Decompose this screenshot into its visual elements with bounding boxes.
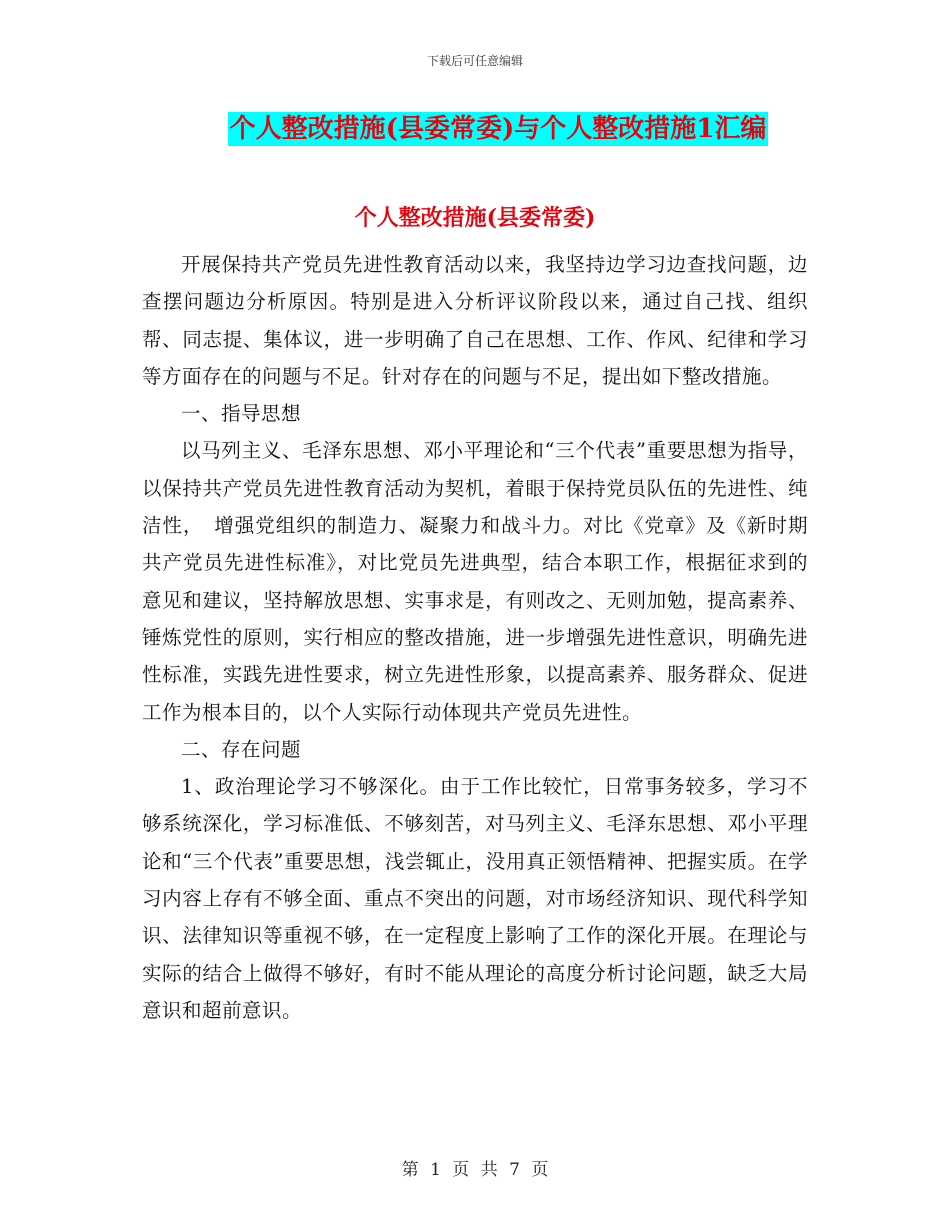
heading-existing-problems: 二、存在问题 <box>181 737 302 761</box>
paragraph-intro: 开展保持共产党员先进性教育活动以来，我坚持边学习边查找问题，边查摆问题边分析原因。特别是进入分析评议阶段以来，通过自己找、组织帮、同志提、集体议，进一步明确了自己在思想、工作、作风、纪律和学习等方面存在的问题与不足。针对存在的问题与不足，提出如下整改措施。 <box>142 253 808 388</box>
section-title: 个人整改措施(县委常委) <box>354 205 596 231</box>
paragraph-guiding-thought: 以马列主义、毛泽东思想、邓小平理论和“三个代表”重要思想为指导，以保持共产党员先进性教育活动为契机，着眼于保持党员队伍的先进性、纯洁性， 增强党组织的制造力、凝聚力和战斗力。对比《党章》及《新时期共产党员先进性标准》，对比党员先进典型，结合本职工作，根据征求到的意见和建议，坚持解放思想、实事求是，有则改之、无则加勉，提高素养、锤炼党性的原则，实行相应的整改措施，进一步增强先进性意识，明确先进性标准，实践先进性要求，树立先进性形象，以提高素养、服务群众、促进工作为根本目的，以个人实际行动体现共产党员先进性。 <box>142 439 808 724</box>
paragraph-problem-1: 1、政治理论学习不够深化。由于工作比较忙，日常事务较多，学习不够系统深化，学习标准低、不够刻苦，对马列主义、毛泽东思想、邓小平理论和“三个代表”重要思想，浅尝辄止，没用真正领悟精神、把握实质。在学习内容上存有不够全面、重点不突出的问题，对市场经济知识、现代科学知识、法律知识等重视不够，在一定程度上影响了工作的深化开展。在理论与实际的结合上做得不够好，有时不能从理论的高度分析讨论问题，缺乏大局意识和超前意识。 <box>142 775 808 1022</box>
header-note: 下载后可任意编辑 <box>426 54 523 68</box>
main-title: 个人整改措施(县委常委)与个人整改措施1汇编 <box>229 114 767 144</box>
document-body <box>142 246 808 1029</box>
page-footer: 第 1 页 共 7 页 <box>401 1160 549 1180</box>
main-title-container <box>0 112 950 146</box>
heading-guiding-thought: 一、指导思想 <box>181 402 302 426</box>
